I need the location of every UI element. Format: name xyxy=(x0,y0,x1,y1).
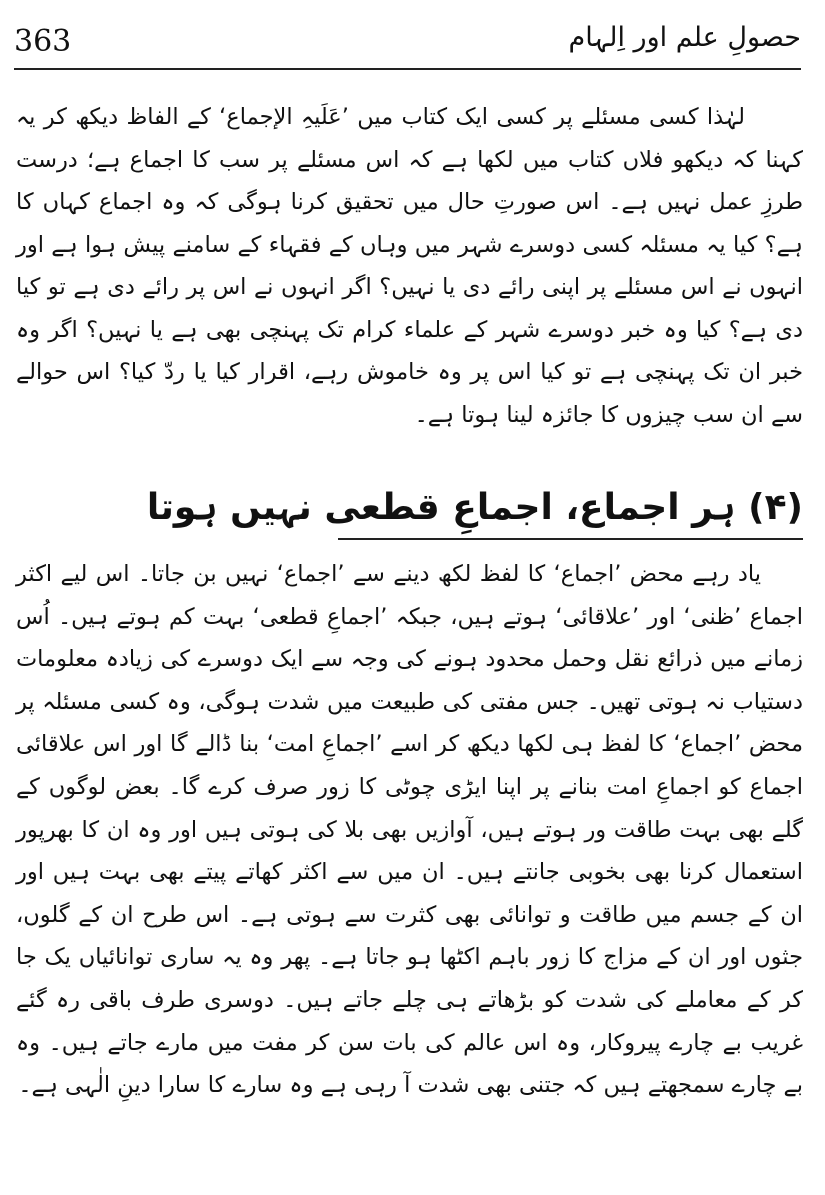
header-rule xyxy=(14,68,801,70)
body-paragraph-2 xyxy=(16,553,803,1107)
running-title: حصولِ علم اور اِلہام xyxy=(568,22,801,53)
page-header xyxy=(14,18,801,70)
paragraph-text: یاد رہے محض ’اجماع‘ کا لفظ لکھ دینے سے ’اجماع‘ نہیں بن جاتا۔ اس لیے اکثر اجماع ’ظنی‘ اور ’علاقائی‘ ہوتے ہیں، جبکہ ’اجماعِ قطعی‘ بہت کم ہوتے ہیں۔ اُس زمانے میں ذرائع نقل وحمل محدود ہونے کی وجہ سے ایک دوسرے کی زیادہ معلومات دستیاب نہ ہوتی تھیں۔ جس مفتی کی طبیعت میں شدت ہوگی، وہ کسی مسئلہ پر محض ’اجماع‘ کا لفظ ہی لکھا دیکھ کر اسے ’اجماعِ امت‘ بنا ڈالے گا اور اس علاقائی اجماع کو اجماعِ امت بنانے پر اپنا ایڑی چوٹی کا زور صرف کرے گا۔ بعض لوگوں کے گلے بھی بہت طاقت ور ہوتے ہیں، آوازیں بھی بلا کی ہوتی ہیں اور وہ ان کا بھرپور استعمال کرنا بھی بخوبی جانتے ہیں۔ ان میں سے اکثر کھاتے پیتے بھی بہت ہیں اور ان کے جسم میں طاقت و توانائی بھی کثرت سے ہوتی ہے۔ اس طرح ان کے گلوں، جثوں اور ان کے مزاج کا زور باہم اکٹھا ہو جاتا ہے۔ پھر وہ یہ ساری توانائیاں یک جا کر کے معاملے کی شدت کو بڑھاتے ہی چلے جاتے ہیں۔ دوسری طرف باقی رہ گئے غریب بے چارے پیروکار، وہ اس عالم کی بات سن کر مفت میں مارے جاتے ہیں۔ وہ بے چارے سمجھتے ہیں کہ جتنی بھی شدت آ رہی ہے وہ سارے کا سارا دینِ الٰہی ہے۔ xyxy=(16,561,803,1099)
page-number: 363 xyxy=(14,24,72,59)
body-paragraph-1 xyxy=(16,96,803,436)
heading-underline xyxy=(338,538,803,540)
section-heading: (۴) ہر اجماع، اجماعِ قطعی نہیں ہوتا xyxy=(146,487,803,528)
paragraph-text: لہٰذا کسی مسئلے پر کسی ایک کتاب میں ’عَلَیہِ الإجماع‘ کے الفاظ دیکھ کر یہ کہنا کہ دیکھو فلاں کتاب میں لکھا ہے کہ اس مسئلے پر سب کا اجماع ہے؛ درست طرزِ عمل نہیں ہے۔ اس صورتِ حال میں تحقیق کرنا ہوگی کہ وہ اجماع کہاں کا ہے؟ کیا یہ مسئلہ کسی دوسرے شہر میں وہاں کے فقہاء کے سامنے پیش ہوا ہے اور انہوں نے اس مسئلے پر اپنی رائے دی یا نہیں؟ اگر انہوں نے اس پر رائے دی ہے تو کیا دی ہے؟ کیا وہ خبر دوسرے شہر کے علماء کرام تک پہنچی بھی ہے یا نہیں؟ اگر وہ خبر ان تک پہنچی ہے تو کیا اس پر وہ خاموش رہے، اقرار کیا یا ردّ کیا؟ اس حوالے سے ان سب چیزوں کا جائزہ لینا ہوتا ہے۔ xyxy=(16,104,803,428)
